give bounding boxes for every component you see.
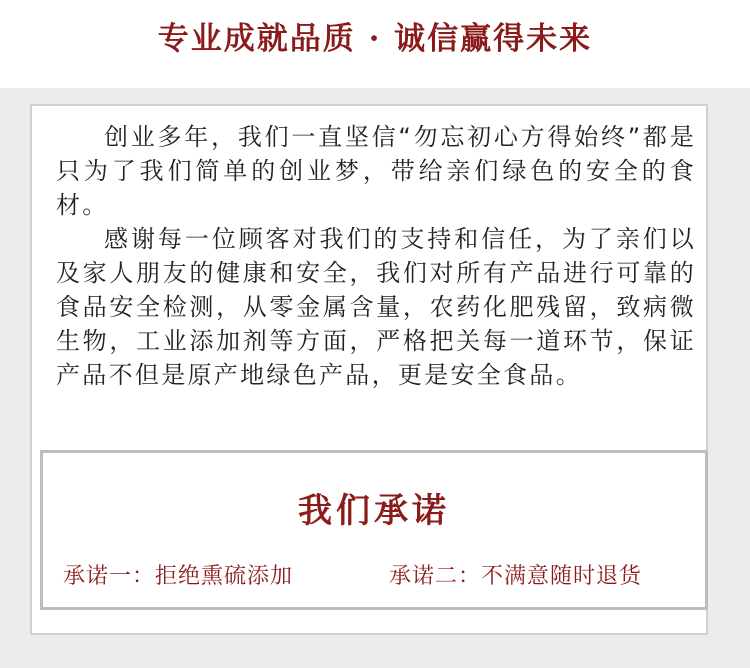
content-card <box>30 104 708 635</box>
intro-paragraph-2: 感谢每一位顾客对我们的支持和信任，为了亲们以及家人朋友的健康和安全，我们对所有产品进行可靠的食品安全检测，从零金属含量，农药化肥残留，致病微生物，工业添加剂等方面，严格把关每一道环节，保证产品不但是原产地绿色产品，更是安全食品。 <box>56 225 696 389</box>
promise-title: 我们承诺 <box>298 491 450 531</box>
page-title: 专业成就品质 · 诚信赢得未来 <box>157 20 593 57</box>
page-header <box>0 0 750 88</box>
promise-box <box>40 450 708 610</box>
promise-item-1: 承诺一：拒绝熏硫添加 <box>63 564 294 589</box>
promise-item-2: 承诺二：不满意随时退货 <box>389 564 643 589</box>
intro-paragraph-1: 创业多年，我们一直坚信“勿忘初心方得始终”都是只为了我们简单的创业梦，带给亲们绿色的安全的食材。 <box>56 123 696 219</box>
intro-text <box>56 120 696 392</box>
